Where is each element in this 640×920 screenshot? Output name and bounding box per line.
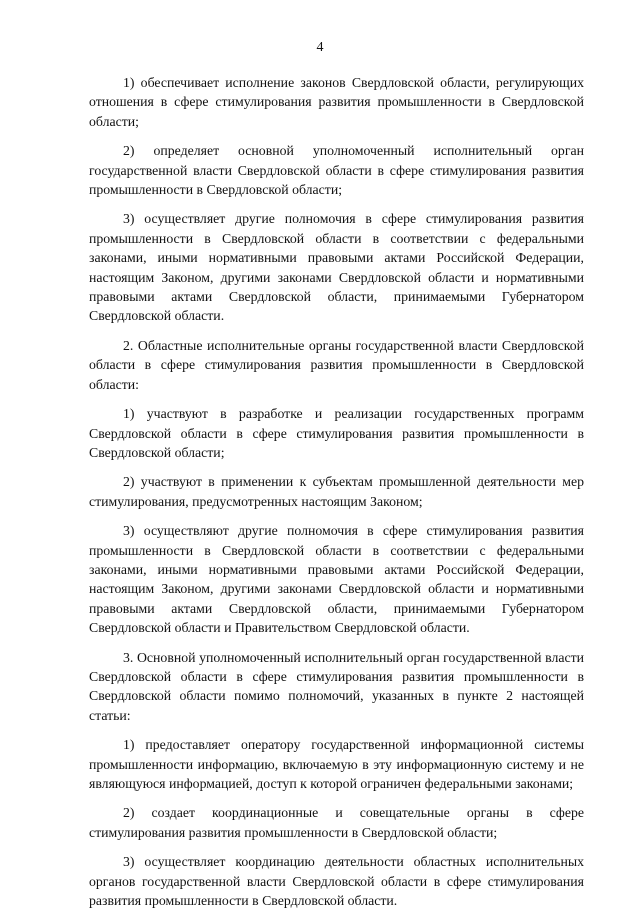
paragraph-3-3: 3) осуществляет координацию деятельности областных исполнительных органов государственной власти Свердловской области в сфере стимулирования развития промышленности в Свердловской области. [89,854,584,909]
paragraph-1-3: 3) осуществляет другие полномочия в сфере стимулирования развития промышленности в Свердловской области в соответствии с федеральными законами, иными нормативными правовыми актами Российской Федерации, настоящим Законом, другими законами Свердловской области и нормативными правовыми актами Свердловской области, принимаемыми Губернатором Свердловской области. [89,211,584,324]
clause-2-intro: 2. Областные исполнительные органы государственной власти Свердловской области в сфере стимулирования развития промышленности в Свердловской области: [89,337,584,392]
paragraph-1-2: 2) определяет основной уполномоченный исполнительный орган государственной власти Свердловской области в сфере стимулирования развития промышленности в Свердловской области; [89,143,584,198]
paragraph-2-3: 3) осуществляют другие полномочия в сфере стимулирования развития промышленности в Свердловской области в соответствии с федеральными законами, иными нормативными правовыми актами Российской Федерации, настоящим Законом, другими законами Свердловской области и нормативными правовыми актами Свердловской области, принимаемыми Губернатором Свердловской области и Правительством Свердловской области. [89,523,584,636]
paragraph-2-1: 1) участвуют в разработке и реализации государственных программ Свердловской области в сфере стимулирования развития промышленности в Свердловской области; [89,406,584,460]
clause-3-intro: 3. Основной уполномоченный исполнительный орган государственной власти Свердловской области в сфере стимулирования развития промышленности в Свердловской области помимо полномочий, указанных в пункте 2 настоящей статьи: [89,649,584,723]
document-body [89,73,584,920]
paragraph-3-2: 2) создает координационные и совещательные органы в сфере стимулирования развития промышленности в Свердловской области; [89,805,584,840]
paragraph-3-1: 1) предоставляет оператору государственной информационной системы промышленности информацию, включаемую в эту информационную систему и не являющуюся информацией, доступ к которой ограничен федеральными законами; [89,737,584,791]
paragraph-2-2: 2) участвуют в применении к субъектам промышленной деятельности мер стимулирования, предусмотренных настоящим Законом; [89,474,584,509]
page-number: 4 [316,40,324,55]
paragraph-1-1: 1) обеспечивает исполнение законов Свердловской области, регулирующих отношения в сфере стимулирования развития промышленности в Свердловской области; [89,75,584,129]
